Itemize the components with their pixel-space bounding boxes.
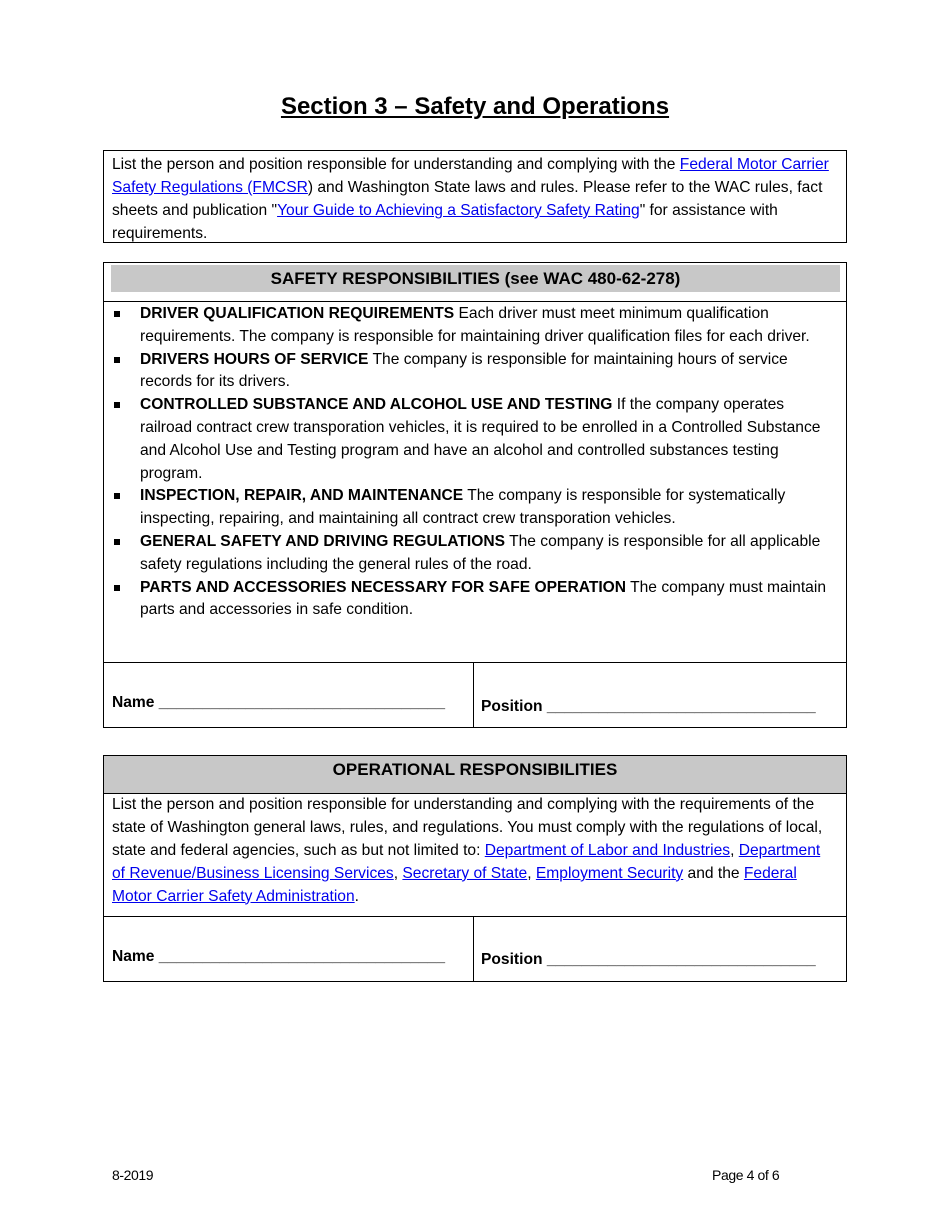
list-item — [104, 577, 834, 623]
operations-text-part: List the person and position responsible for understanding and complying with the requirements of the state of Washington general laws, rules, and regulations. You must comply with the regulations of local, state and federal agencies, such as but not limited to: — [112, 796, 823, 859]
item-title: DRIVER QUALIFICATION REQUIREMENTS — [140, 305, 455, 322]
operations-text-part: . — [354, 887, 359, 905]
item-title: GENERAL SAFETY AND DRIVING REGULATIONS — [140, 532, 506, 550]
divider — [104, 662, 846, 663]
bullet-icon — [114, 585, 120, 591]
revenue-licensing-link[interactable]: Department of Revenue/Business Licensing Services — [112, 841, 821, 882]
divider — [473, 916, 474, 981]
item-text: The company is responsible for systematically inspecting, repairing, and maintaining all contract crew transporation vehicles. — [140, 487, 786, 528]
divider — [473, 662, 474, 727]
safety-position-field[interactable]: Position _______________________________ — [481, 698, 816, 715]
operations-heading: OPERATIONAL RESPONSIBILITIES — [104, 756, 846, 793]
operations-text-part: and the — [683, 864, 744, 882]
list-item — [104, 531, 834, 577]
item-title: PARTS AND ACCESSORIES NECESSARY FOR SAFE OPERATION — [140, 578, 627, 596]
bullet-icon — [114, 402, 120, 408]
footer-date: 8-2019 — [112, 1167, 154, 1183]
employment-security-link[interactable]: Employment Security — [535, 864, 684, 882]
safety-responsibilities-table — [103, 262, 847, 728]
fmcsr-link[interactable]: Federal Motor Carrier Safety Regulations (FMCSR — [112, 156, 829, 196]
list-item — [104, 394, 834, 485]
bullet-icon — [114, 493, 120, 499]
list-item — [104, 349, 834, 395]
bullet-icon — [114, 539, 120, 545]
separator: , — [393, 864, 403, 882]
separator: , — [730, 841, 739, 859]
satisfactory-rating-guide-link[interactable]: Your Guide to Achieving a Satisfactory Safety Rating — [277, 202, 640, 219]
intro-text: ) and Washington State laws and rules. Please refer to the WAC rules, fact sheets and publication " — [112, 179, 823, 219]
item-text: The company is responsible for maintaining hours of service records for its drivers. — [140, 350, 788, 391]
item-title: DRIVERS HOURS OF SERVICE — [140, 350, 369, 368]
list-item — [104, 303, 834, 349]
divider — [104, 916, 846, 917]
operations-position-field[interactable]: Position _______________________________ — [481, 951, 816, 968]
separator: , — [527, 864, 536, 882]
operational-responsibilities-table — [103, 755, 847, 982]
bullet-icon — [114, 311, 120, 317]
page-title: Section 3 – Safety and Operations — [280, 93, 670, 120]
safety-name-field[interactable]: Name _________________________________ — [112, 694, 445, 711]
labor-industries-link[interactable]: Department of Labor and Industries — [484, 841, 731, 859]
bullet-icon — [114, 357, 120, 363]
item-text: The company must maintain parts and accessories in safe condition. — [140, 578, 826, 619]
item-text: The company is responsible for all applicable safety regulations including the general rules of the road. — [140, 532, 821, 573]
intro-text: List the person and position responsible for understanding and complying with the — [112, 156, 680, 173]
fmcsa-link[interactable]: Federal Motor Carrier Safety Administration — [112, 864, 797, 905]
item-title: CONTROLLED SUBSTANCE AND ALCOHOL USE AND TESTING — [140, 396, 613, 414]
operations-text — [112, 794, 837, 909]
operations-name-field[interactable]: Name _________________________________ — [112, 948, 445, 965]
secretary-of-state-link[interactable]: Secretary of State — [402, 864, 528, 882]
safety-heading: SAFETY RESPONSIBILITIES (see WAC 480-62-278) — [111, 265, 840, 292]
safety-list — [104, 303, 834, 622]
intro-text: " for assistance with requirements. — [112, 202, 778, 242]
footer-page-number: Page 4 of 6 — [712, 1167, 780, 1183]
item-title: INSPECTION, REPAIR, AND MAINTENANCE — [140, 487, 464, 505]
item-text: Each driver must meet minimum qualification requirements. The company is responsible for maintaining driver qualification files for each driver. — [140, 305, 810, 345]
divider — [104, 301, 846, 302]
list-item — [104, 485, 834, 531]
intro-box — [103, 150, 847, 243]
item-text: If the company operates railroad contract crew transporation vehicles, it is required to be enrolled in a Controlled Substance and Alcohol Use and Testing program and have an alcohol and controlled substances testing program. — [140, 396, 821, 482]
